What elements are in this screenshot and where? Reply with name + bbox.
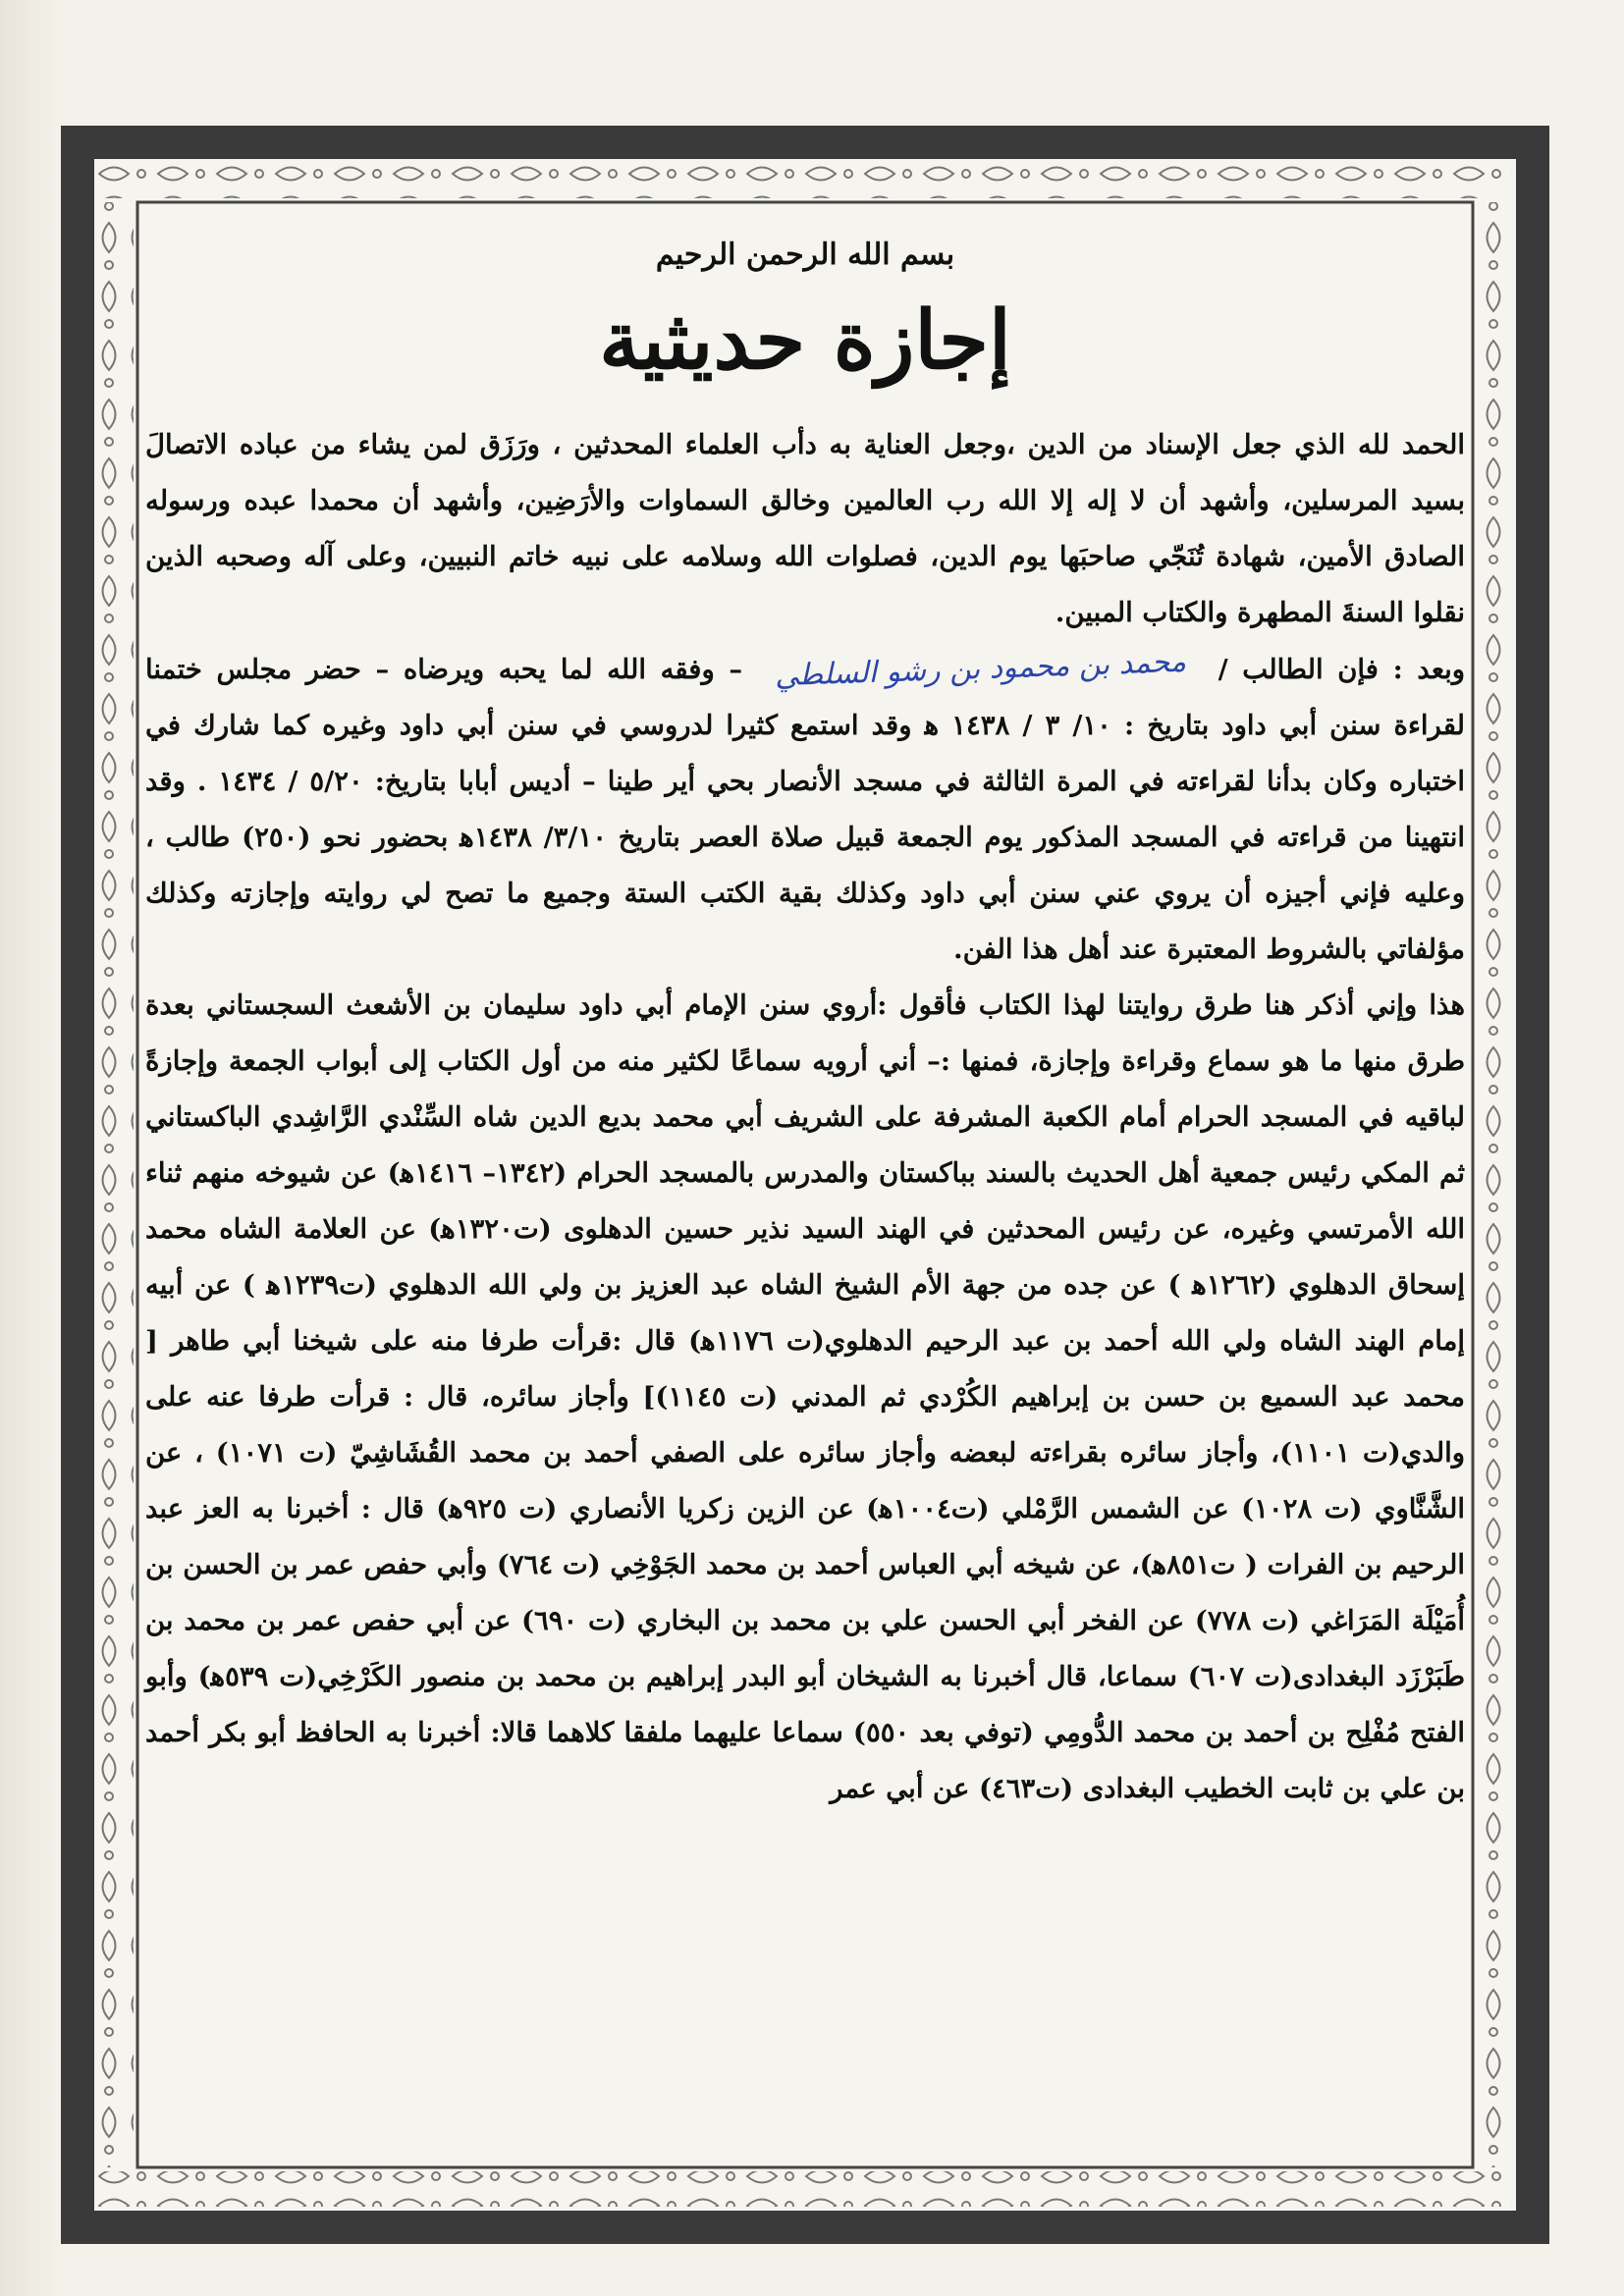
paragraph-chain: هذا وإني أذكر هنا طرق روايتنا لهذا الكتاب فأقول :أروي سنن الإمام أبي داود سليمان بن الأشعث السجستاني بعدة طرق منها ما هو سماع وقراءة وإجازة، فمنها :– أني أرويه سماعًا لكثير منه من أول الكتاب إلى أبواب الجمعة وإجازةً لباقيه في المسجد الحرام أمام الكعبة المشرفة على الشريف أبي محمد بديع الدين شاه السِّنْدي الرَّاشِدي الباكستاني ثم المكي رئيس جمعية أهل الحديث بالسند بباكستان والمدرس بالمسجد الحرام (١٣٤٢– ١٤١٦ﻫ) عن شيوخه منهم ثناء الله الأمرتسي وغيره، عن رئيس المحدثين في الهند السيد نذير حسين الدهلوى (ت١٣٢٠ﻫ) عن العلامة الشاه محمد إسحاق الدهلوي (١٢٦٢ﻫ ) عن جده من جهة الأم الشيخ الشاه عبد العزيز بن ولي الله الدهلوي (ت١٢٣٩ﻫ ) عن أبيه إمام الهند الشاه ولي الله أحمد بن عبد الرحيم الدهلوي(ت ١١٧٦ﻫ) قال :قرأت طرفا منه على شيخنا أبي طاهر [ محمد عبد السميع بن حسن بن إبراهيم الكُرْدي ثم المدني (ت ١١٤٥)] وأجاز سائره، قال : قرأت طرفا عنه على والدي(ت ١١٠١)، وأجاز سائره بقراءته لبعضه وأجاز سائره على الصفي أحمد بن محمد القُشَاشِيّ (ت ١٠٧١) ، عن الشَّنَّاوي (ت ١٠٢٨) عن الشمس الرَّمْلي (ت١٠٠٤ﻫ) عن الزين زكريا الأنصاري (ت ٩٢٥ﻫ) قال : أخبرنا به العز عبد الرحيم بن الفرات ( ت٨٥١ﻫ)، عن شيخه أبي العباس أحمد بن محمد الجَوْخِي (ت ٧٦٤) وأبي حفص عمر بن الحسن بن أُمَيْلَة المَرَاغي (ت ٧٧٨) عن الفخر أبي الحسن علي بن محمد بن البخاري (ت ٦٩٠) عن أبي حفص عمر بن محمد بن طَبَرْزَد البغدادى(ت ٦٠٧) سماعا، قال أخبرنا به الشيخان أبو البدر إبراهيم بن محمد بن منصور الكَرْخِي(ت ٥٣٩ﻫ) وأبو الفتح مُفْلِح بن أحمد بن محمد الدُّومِي (توفي بعد ٥٥٠) سماعا عليهما ملفقا كلاهما قالا: أخبرنا به الحافظ أبو بكر أحمد بن علي بن ثابت الخطيب البغدادى (ت٤٦٣) عن أبي عمر bbox=[145, 989, 1465, 1804]
page-title: إجازة حديثية bbox=[599, 294, 1011, 388]
paragraph-student bbox=[145, 641, 1465, 978]
paragraph-intro: الحمد لله الذي جعل الإسناد من الدين ،وجعل العناية به دأب العلماء المحدثين ، ورَزَق لمن يشاء من عباده الاتصالَ بسيد المرسلين، وأشهد أن لا إله إلا الله رب العالمين وخالق السماوات والأرَضِين، وأشهد أن محمدا عبده ورسوله الصادق الأمين، شهادة تُنَجّي صاحبَها يوم الدين، فصلوات الله وسلامه على نبيه خاتم النبيين، وعلى آله وصحبه الذين نقلوا السنةَ المطهرة والكتاب المبين. bbox=[145, 429, 1465, 628]
paragraph-lead: وبعد : فإن الطالب / bbox=[1218, 654, 1466, 685]
decorative-frame bbox=[61, 126, 1549, 2244]
document-body bbox=[145, 417, 1465, 1817]
paragraph-student-text: – وفقه الله لما يحبه ويرضاه – حضر مجلس ختمنا لقراءة سنن أبي داود بتاريخ : ١٠/ ٣ / ١٤٣٨ ﻫ وقد استمع كثيرا لدروسي في سنن أبي داود وغيره كما شارك في اختباره وكان بدأنا لقراءته في المرة الثالثة في مسجد الأنصار بحي أير طينا – أديس أبابا بتاريخ: ٥/٢٠ / ١٤٣٤ . وقد انتهينا من قراءته في المسجد المذكور يوم الجمعة قبيل صلاة العصر بتاريخ ٣/١٠/ ١٤٣٨ﻫ بحضور نحو (٢٥٠) طالب ، وعليه فإني أجيزه أن يروي عني سنن أبي داود وكذلك بقية الكتب الستة وجميع ما تصح لي روايته وإجازته وكذلك مؤلفاتي بالشروط المعتبرة عند أهل هذا الفن. bbox=[145, 654, 1466, 965]
basmala: بسم الله الرحمن الرحيم bbox=[655, 238, 955, 272]
document-content bbox=[145, 210, 1465, 2160]
handwritten-signature: محمد بن محمود بن رشو السلطي bbox=[774, 644, 1187, 694]
scan-edge-shadow bbox=[0, 0, 61, 2296]
